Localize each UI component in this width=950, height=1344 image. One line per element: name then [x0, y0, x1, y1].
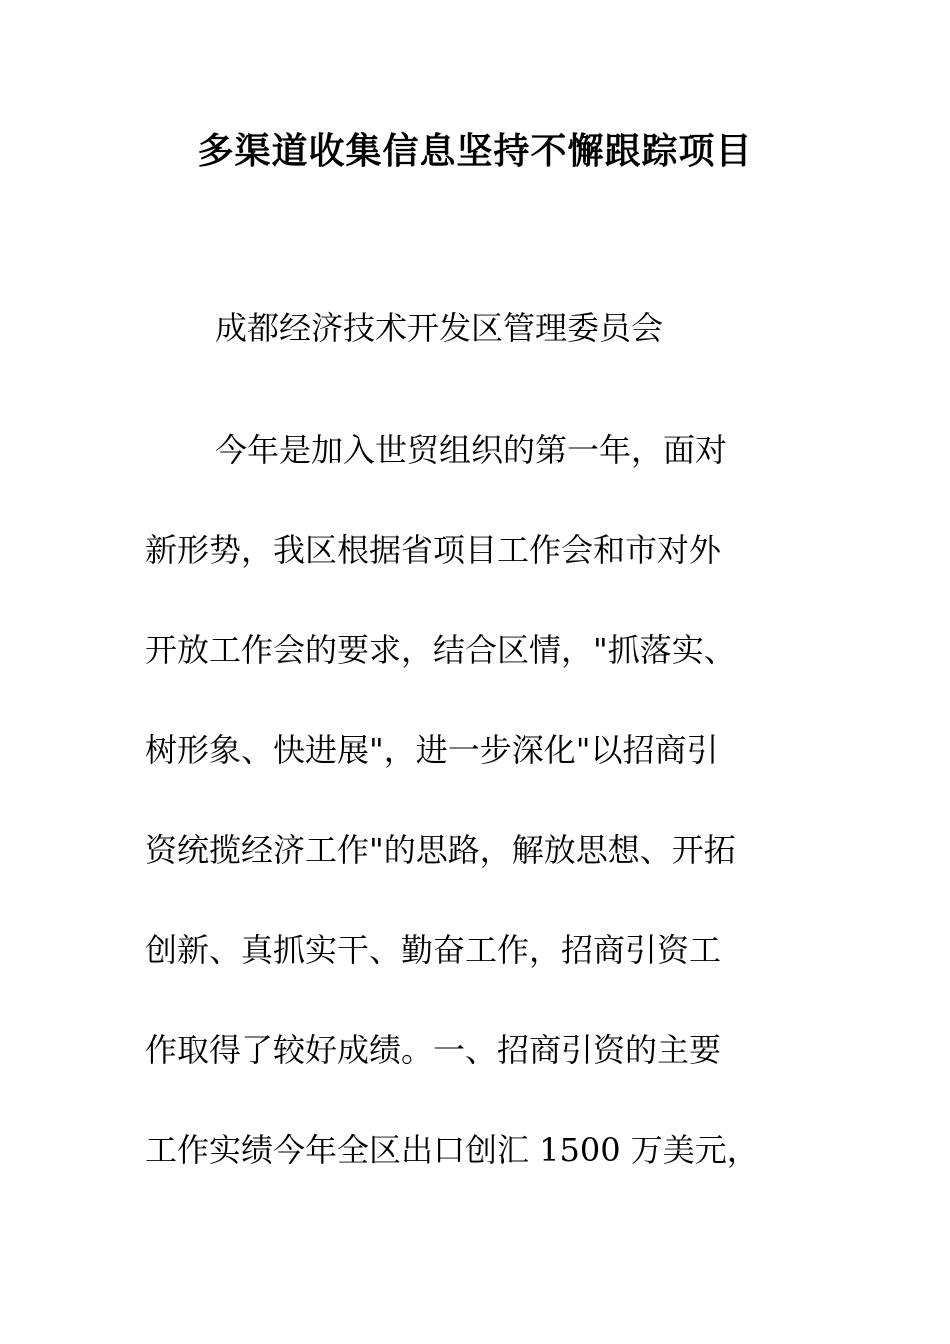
- document-body: [145, 400, 805, 1200]
- body-line: 今年是加入世贸组织的第一年，面对: [215, 431, 728, 469]
- body-line: 树形象、快进展"，进一步深化"以招商引: [145, 731, 719, 769]
- body-line: 创新、真抓实干、勤奋工作，招商引资工: [145, 931, 722, 969]
- body-line: 作取得了较好成绩。一、招商引资的主要: [145, 1031, 722, 1069]
- document-title: 多渠道收集信息坚持不懈跟踪项目: [197, 131, 753, 172]
- body-line: 开放工作会的要求，结合区情，"抓落实、: [145, 631, 736, 669]
- body-line: 新形势，我区根据省项目工作会和市对外: [145, 531, 722, 569]
- body-line: 资统揽经济工作"的思路，解放思想、开拓: [145, 831, 736, 869]
- document-author: 成都经济技术开发区管理委员会: [215, 309, 664, 347]
- body-line: 工作实绩今年全区出口创汇 1500 万美元，: [145, 1131, 759, 1169]
